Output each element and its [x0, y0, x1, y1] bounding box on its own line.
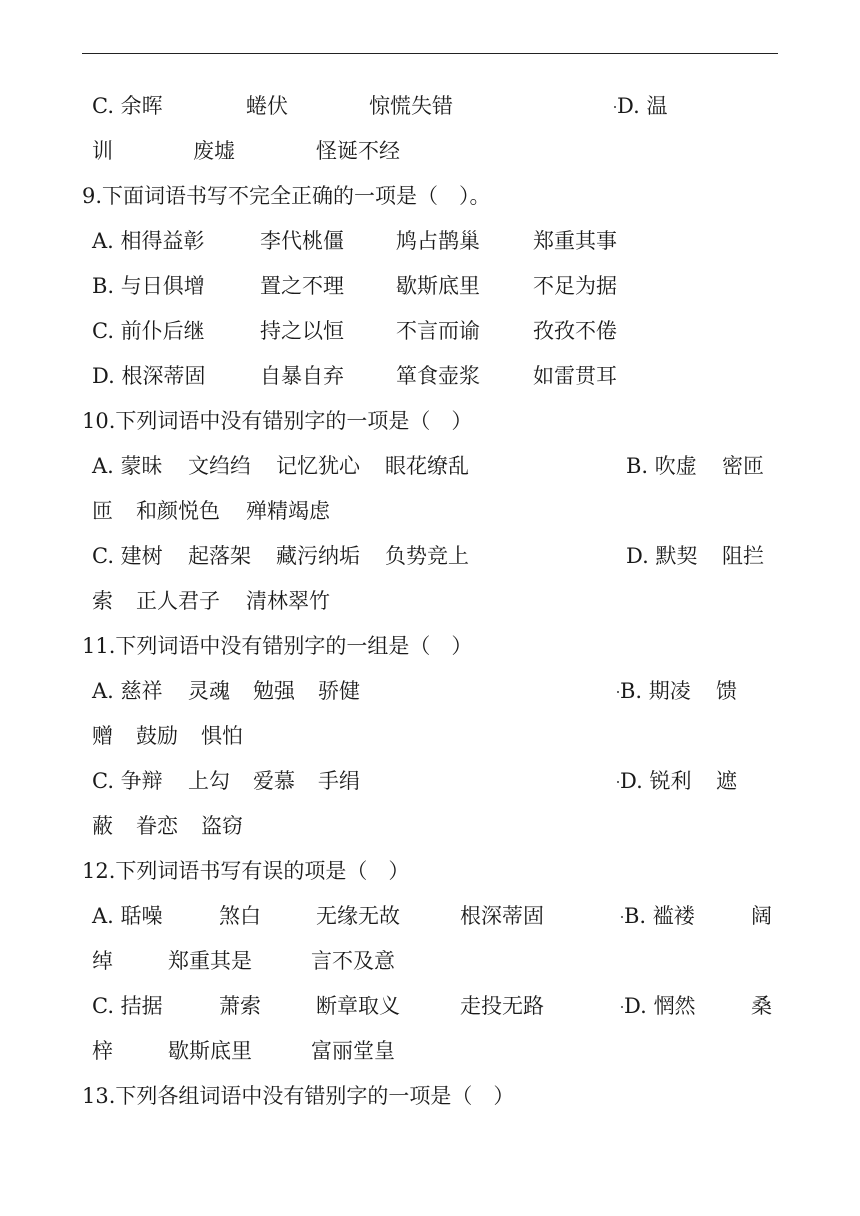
anchor-mark	[617, 781, 619, 783]
q10-option-a-word: 眼花缭乱	[385, 454, 469, 478]
q10-option-b-word: 和颜悦色	[136, 499, 220, 523]
q10-option-c-label: C. 建树	[92, 544, 163, 568]
anchor-mark	[617, 691, 619, 693]
q10-option-d-word: 清林翠竹	[246, 589, 330, 613]
q9-option-b-word: 不足为据	[533, 274, 617, 298]
q10-option-c-word: 负势竞上	[385, 544, 469, 568]
q11-option-b-word: 馈	[716, 679, 737, 703]
q12-stem: 12.下列词语书写有误的项是（ ）	[82, 859, 410, 883]
q12-option-b-word: 阔	[751, 904, 772, 928]
q12-option-a-label: A. 聒噪	[92, 904, 163, 928]
q9-option-a-word: 鸠占鹊巢	[396, 229, 480, 253]
q9-option-d-word: 箪食壶浆	[396, 364, 480, 388]
q11-option-a-label: A. 慈祥	[92, 679, 163, 703]
q9-option-a-word: 郑重其事	[533, 229, 617, 253]
q12-option-c-label: C. 拮据	[92, 994, 163, 1018]
q8-option-c-label: C. 余晖	[92, 94, 163, 118]
q9-option-b-label: B. 与日俱增	[92, 274, 205, 298]
q11-option-d-word: 眷恋	[136, 814, 178, 838]
q8-option-d-word: 怪诞不经	[316, 139, 400, 163]
q10-option-b-label: B. 吹虚	[626, 454, 697, 478]
q9-option-c-label: C. 前仆后继	[92, 319, 205, 343]
q12-option-a-word: 煞白	[219, 904, 261, 928]
q13-stem: 13.下列各组词语中没有错别字的一项是（ ）	[82, 1084, 515, 1108]
q11-option-c-word: 爱慕	[253, 769, 295, 793]
q10-option-b-word: 密匝	[722, 454, 764, 478]
q10-stem: 10.下列词语中没有错别字的一项是（ ）	[82, 409, 473, 433]
q12-option-d-word: 富丽堂皇	[311, 1039, 395, 1063]
header-rule	[82, 53, 778, 54]
q11-option-c-word: 上勾	[188, 769, 230, 793]
q11-option-b-word: 鼓励	[136, 724, 178, 748]
q12-option-d-word: 歇斯底里	[168, 1039, 252, 1063]
q10-option-c-word: 藏污纳垢	[276, 544, 360, 568]
q9-option-c-word: 不言而谕	[396, 319, 480, 343]
q8-option-d-word: 废墟	[193, 139, 235, 163]
q11-option-d-word: 蔽	[92, 814, 113, 838]
q10-option-b-word: 殚精竭虑	[246, 499, 330, 523]
anchor-mark	[614, 106, 616, 108]
q10-option-a-label: A. 蒙昧	[92, 454, 163, 478]
q8-option-d-label: D. 温	[617, 94, 668, 118]
q9-option-a-word: 李代桃僵	[260, 229, 344, 253]
q11-option-b-word: 惧怕	[201, 724, 243, 748]
q9-option-d-word: 自暴自弃	[260, 364, 344, 388]
q12-option-b-word: 言不及意	[311, 949, 395, 973]
q10-option-d-word: 阻拦	[722, 544, 764, 568]
q8-option-c-word: 蜷伏	[246, 94, 288, 118]
q11-option-b-word: 赠	[92, 724, 113, 748]
q10-option-d-label: D. 默契	[626, 544, 698, 568]
anchor-mark	[621, 1006, 623, 1008]
q11-option-a-word: 骄健	[318, 679, 360, 703]
q10-option-d-word: 正人君子	[136, 589, 220, 613]
q10-option-a-word: 记忆犹心	[276, 454, 360, 478]
q9-option-b-word: 置之不理	[260, 274, 344, 298]
q9-stem: 9.下面词语书写不完全正确的一项是（ ）。	[82, 184, 491, 208]
q12-option-d-label: D. 惘然	[624, 994, 696, 1018]
q12-option-d-word: 桑	[751, 994, 772, 1018]
q11-option-a-word: 灵魂	[188, 679, 230, 703]
q11-option-d-word: 盗窃	[201, 814, 243, 838]
q9-option-a-label: A. 相得益彰	[92, 229, 205, 253]
q10-option-d-word: 索	[92, 589, 113, 613]
q11-option-a-word: 勉强	[253, 679, 295, 703]
q12-option-c-word: 萧索	[219, 994, 261, 1018]
q11-option-c-word: 手绢	[318, 769, 360, 793]
q9-option-c-word: 孜孜不倦	[533, 319, 617, 343]
q10-option-b-word: 匝	[92, 499, 113, 523]
q11-option-d-word: 遮	[716, 769, 737, 793]
q12-option-b-label: B. 褴褛	[624, 904, 695, 928]
q10-option-a-word: 文绉绉	[188, 454, 251, 478]
q8-option-d-word: 训	[92, 139, 113, 163]
q11-option-d-label: D. 锐利	[620, 769, 692, 793]
q10-option-c-word: 起落架	[188, 544, 251, 568]
q12-option-c-word: 断章取义	[316, 994, 400, 1018]
q11-stem: 11.下列词语中没有错别字的一组是（ ）	[82, 634, 473, 658]
q12-option-c-word: 走投无路	[460, 994, 544, 1018]
q9-option-c-word: 持之以恒	[260, 319, 344, 343]
q8-option-c-word: 惊慌失错	[369, 94, 453, 118]
q12-option-a-word: 根深蒂固	[460, 904, 544, 928]
q12-option-b-word: 绰	[92, 949, 113, 973]
q9-option-d-label: D. 根深蒂固	[92, 364, 206, 388]
q9-option-d-word: 如雷贯耳	[533, 364, 617, 388]
anchor-mark	[621, 916, 623, 918]
q9-option-b-word: 歇斯底里	[396, 274, 480, 298]
q12-option-a-word: 无缘无故	[316, 904, 400, 928]
q11-option-b-label: B. 期凌	[620, 679, 691, 703]
q12-option-b-word: 郑重其是	[168, 949, 252, 973]
q11-option-c-label: C. 争辩	[92, 769, 163, 793]
q12-option-d-word: 梓	[92, 1039, 113, 1063]
